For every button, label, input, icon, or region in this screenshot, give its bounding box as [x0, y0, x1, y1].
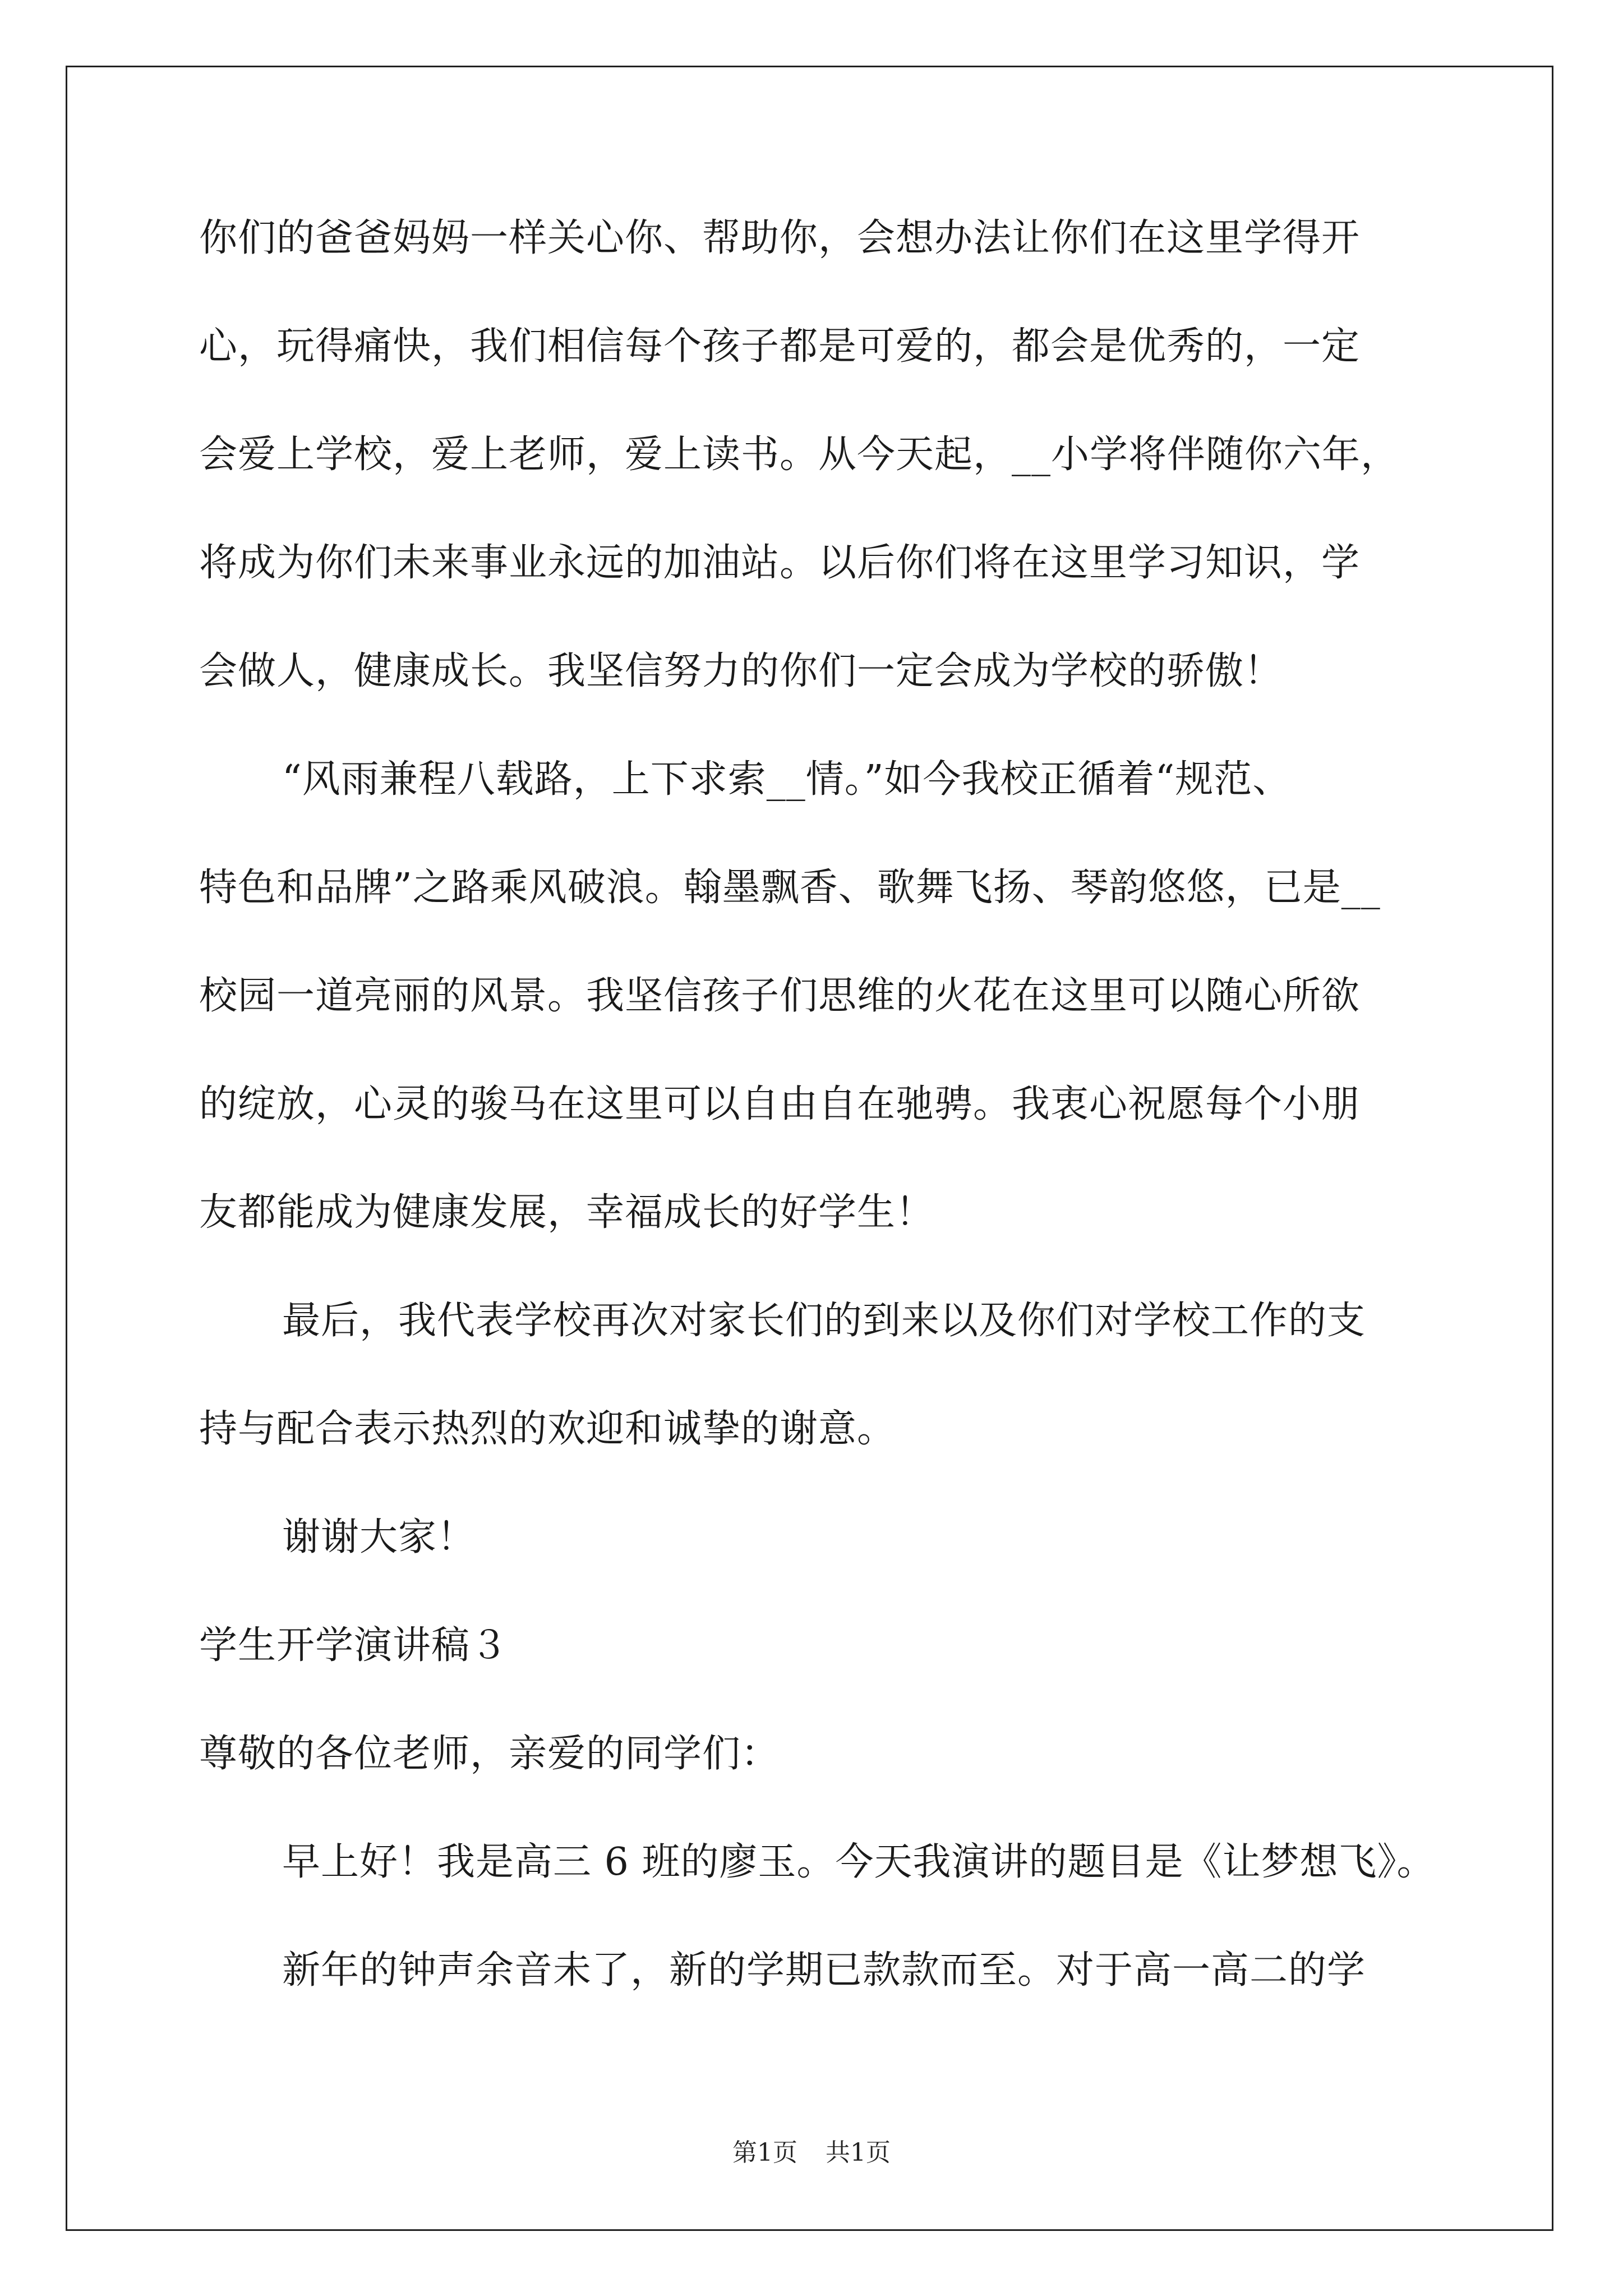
- closing-thanks: 谢谢大家！: [282, 1515, 476, 1559]
- document-body: [199, 210, 1467, 2051]
- salutation: 尊敬的各位老师，亲爱的同学们：: [199, 1732, 780, 1776]
- paragraph-start: 早上好！我是高三 6 班的廖玉。今天我演讲的题目是《让梦想飞》。: [282, 1840, 1436, 1884]
- text-line: 心，玩得痛快，我们相信每个孩子都是可爱的，都会是优秀的，一定: [199, 324, 1361, 369]
- paragraph-start: 最后，我代表学校再次对家长们的到来以及你们对学校工作的支: [282, 1299, 1366, 1343]
- page-number: 第1页: [732, 2138, 797, 2167]
- text-line: 持与配合表示热烈的欢迎和诚挚的谢意。: [199, 1407, 896, 1451]
- section-title: 学生开学演讲稿３: [199, 1623, 509, 1668]
- text-line: 特色和品牌”之路乘风破浪。翰墨飘香、歌舞飞扬、琴韵悠悠，已是__: [199, 866, 1381, 910]
- text-line: 你们的爸爸妈妈一样关心你、帮助你，会想办法让你们在这里学得开: [199, 216, 1361, 260]
- page-total: 共1页: [826, 2138, 891, 2167]
- text-line: 将成为你们未来事业永远的加油站。以后你们将在这里学习知识，学: [199, 541, 1361, 585]
- text-line: 友都能成为健康发展，幸福成长的好学生！: [199, 1190, 935, 1235]
- page-footer: [0, 2137, 1623, 2169]
- text-line: 会做人，健康成长。我坚信努力的你们一定会成为学校的骄傲！: [199, 649, 1283, 693]
- paragraph-start: “风雨兼程八载路，上下求索__情。”如今我校正循着“规范、: [282, 757, 1292, 802]
- text-line: 校园一道亮丽的风景。我坚信孩子们思维的火花在这里可以随心所欲: [199, 974, 1361, 1018]
- text-line: 的绽放，心灵的骏马在这里可以自由自在驰骋。我衷心祝愿每个小朋: [199, 1082, 1361, 1126]
- paragraph-start: 新年的钟声余音未了，新的学期已款款而至。对于高一高二的学: [282, 1948, 1366, 1993]
- text-line: 会爱上学校，爱上老师，爱上读书。从今天起，__小学将伴随你六年，: [199, 432, 1400, 477]
